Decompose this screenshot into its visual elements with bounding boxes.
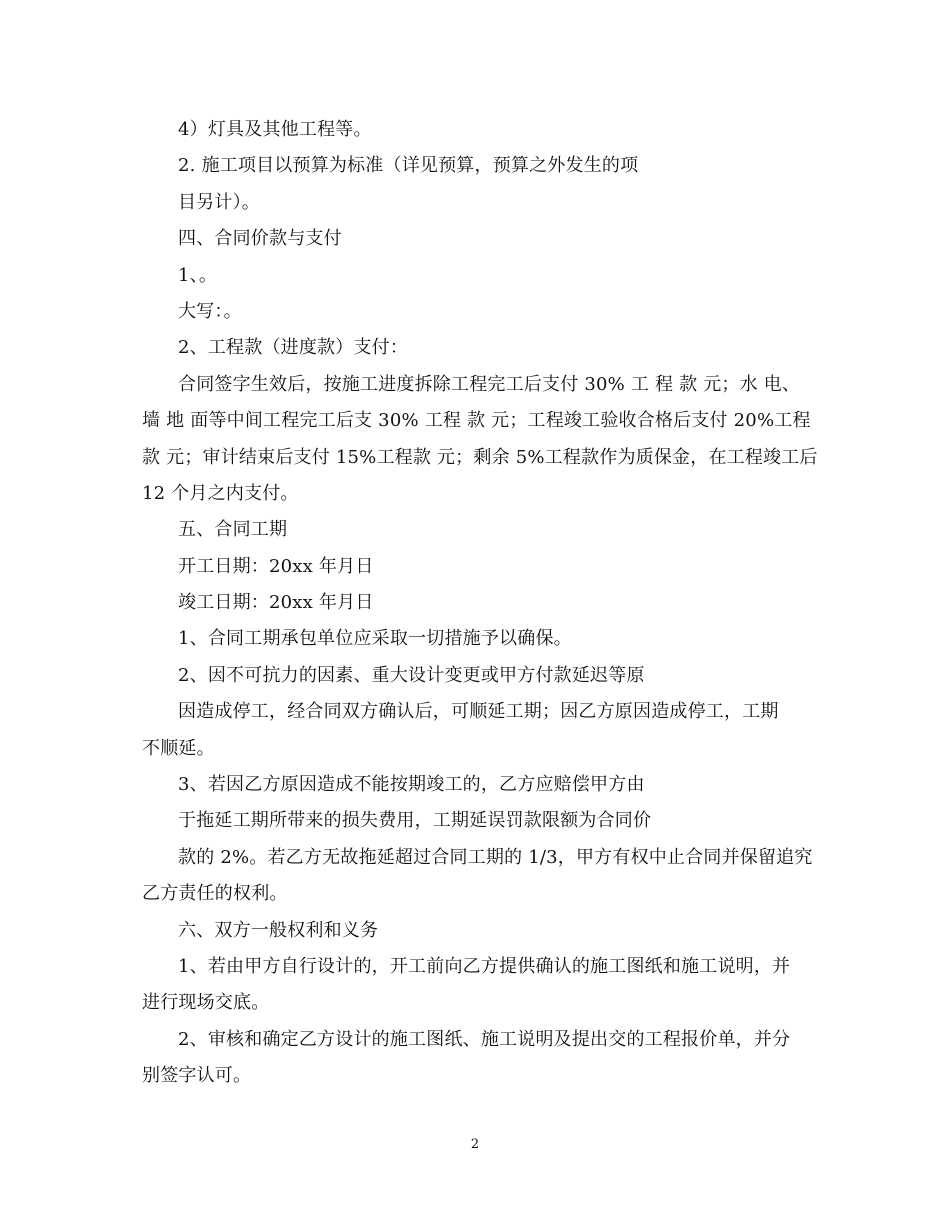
- paragraph-line: 款的 2%。若乙方无故拖延超过合同工期的 1/3，甲方有权中止合同并保留追究: [178, 846, 813, 868]
- paragraph-line: 因造成停工，经合同双方确认后，可顺延工期；因乙方原因造成停工，工期: [178, 701, 779, 723]
- section-heading: 六、双方一般权利和义务: [178, 919, 379, 941]
- paragraph-line: 1、。: [178, 264, 218, 286]
- paragraph-line: 大写：。: [178, 300, 242, 322]
- page-number: 2: [470, 1137, 480, 1152]
- paragraph-line: 合同签字生效后，按施工进度拆除工程完工后支付 30% 工 程 款 元；水 电、: [178, 373, 801, 395]
- paragraph-line: 2、审核和确定乙方设计的施工图纸、施工说明及提出交的工程报价单，并分: [178, 1028, 791, 1050]
- paragraph-line: 2. 施工项目以预算为标准（详见预算，预算之外发生的项: [178, 155, 639, 177]
- paragraph-line: 2、工程款（进度款）支付：: [178, 337, 409, 359]
- paragraph-line: 进行现场交底。: [142, 992, 270, 1014]
- paragraph-line: 目另计）。: [178, 191, 260, 213]
- document-body: [142, 112, 822, 1095]
- paragraph-line: 墙 地 面等中间工程完工后支 30% 工程 款 元；工程竣工验收合格后支付 20%工程: [142, 410, 811, 432]
- paragraph-line: 3、若因乙方原因造成不能按期竣工的，乙方应赔偿甲方由: [178, 774, 645, 796]
- paragraph-line: 于拖延工期所带来的损失费用，工期延误罚款限额为合同价: [178, 810, 652, 832]
- paragraph-line: 不顺延。: [142, 737, 215, 759]
- paragraph-line: 1、若由甲方自行设计的，开工前向乙方提供确认的施工图纸和施工说明，并: [178, 955, 791, 977]
- paragraph-line: 竣工日期：20xx 年月日: [178, 592, 374, 614]
- paragraph-line: 乙方责任的权利。: [142, 883, 288, 905]
- paragraph-line: 开工日期：20xx 年月日: [178, 555, 374, 577]
- paragraph-line: 1、合同工期承包单位应采取一切措施予以确保。: [178, 628, 572, 650]
- paragraph-line: 款 元；审计结束后支付 15%工程款 元；剩余 5%工程款作为质保金，在工程竣工后: [142, 446, 818, 468]
- section-heading: 五、合同工期: [178, 519, 288, 541]
- paragraph-line: 4）灯具及其他工程等。: [178, 119, 372, 140]
- paragraph-line: 12 个月之内支付。: [142, 482, 299, 504]
- paragraph-line: 2、因不可抗力的因素、重大设计变更或甲方付款延迟等原: [178, 664, 645, 686]
- paragraph-line: 别签字认可。: [142, 1065, 252, 1087]
- section-heading: 四、合同价款与支付: [178, 228, 342, 250]
